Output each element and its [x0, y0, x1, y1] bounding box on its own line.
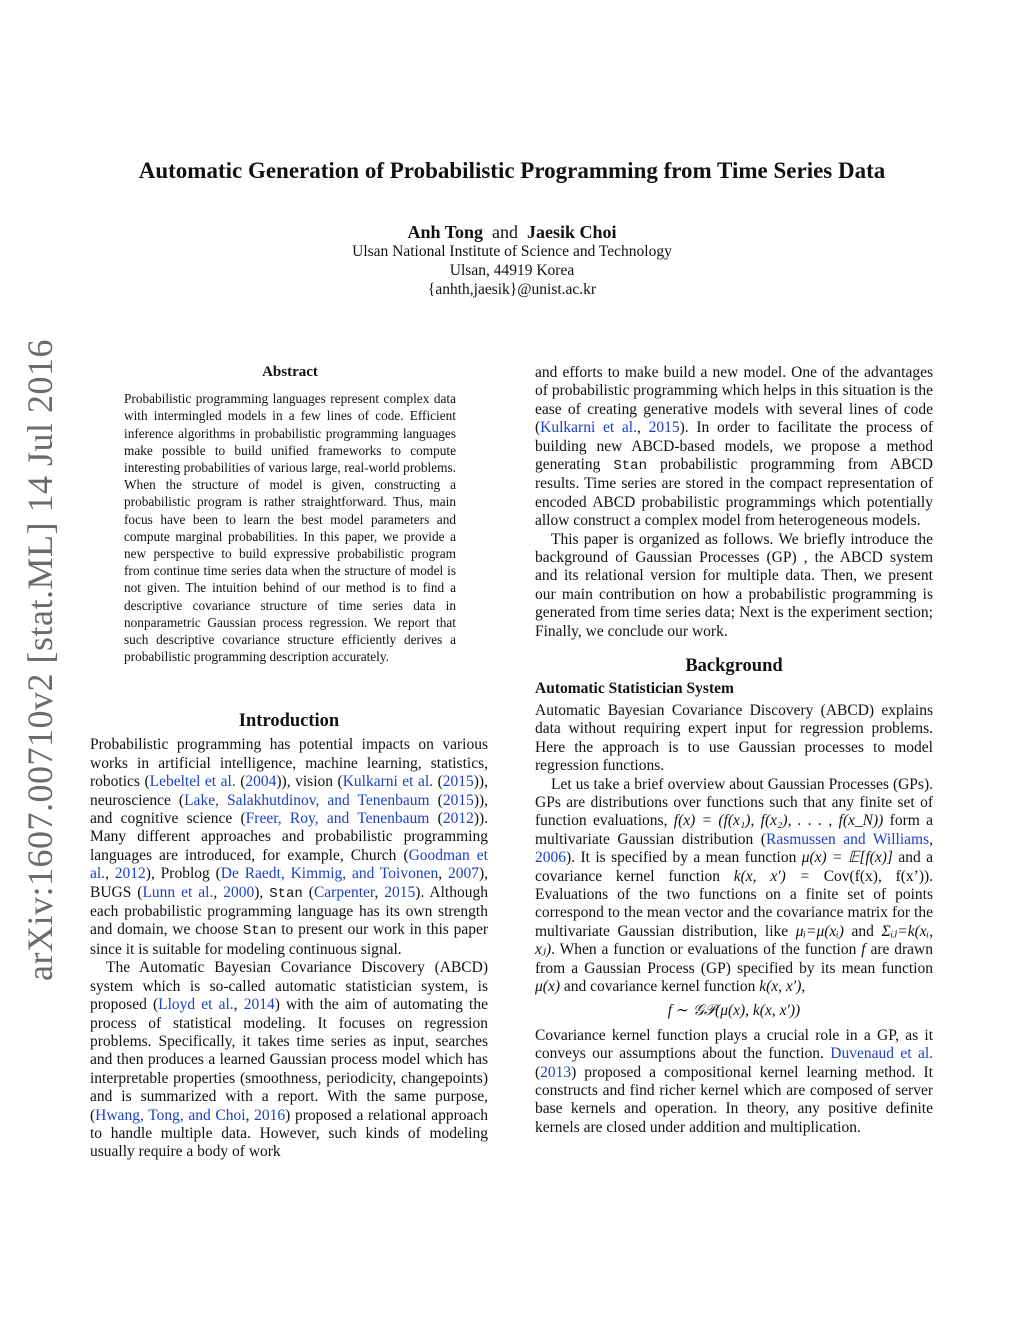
citation-link[interactable]: 2006: [535, 849, 566, 867]
code-term: Stan: [242, 923, 277, 940]
citation-link[interactable]: 2015: [384, 883, 416, 901]
gp-equation: f ∼ 𝒢𝒫(μ(x), k(x, x′)): [667, 1002, 801, 1020]
author-conjunction: and: [492, 222, 519, 242]
citation-link[interactable]: 2007: [447, 865, 479, 883]
math-expression: μᵢ=μ(xᵢ): [795, 922, 844, 940]
math-expression: f: [861, 941, 866, 959]
citation-link[interactable]: 2012: [442, 810, 474, 828]
citation-link[interactable]: 2015: [442, 791, 474, 809]
citation-link[interactable]: Rasmussen and Williams: [765, 830, 930, 848]
citation-link[interactable]: 2004: [245, 773, 277, 791]
citation-link[interactable]: 2013: [540, 1063, 572, 1081]
math-expression: f(x) = (f(x₁), f(x₂), . . . , f(x_N)): [673, 812, 884, 830]
citation-link[interactable]: 2015: [648, 419, 680, 437]
citation-link[interactable]: Kulkarni et al.: [540, 419, 637, 437]
citation-link[interactable]: 2015: [442, 773, 474, 791]
citation-link[interactable]: De Raedt, Kimmig, and Toivonen: [220, 865, 439, 883]
citation-link[interactable]: 2000: [223, 883, 255, 901]
author-name: Anh Tong: [407, 222, 484, 242]
math-expression: k(x, x′): [759, 978, 802, 995]
right-paragraph-2: This paper is organized as follows. We briefly introduce the background of Gaussian Processes (GP) , the ABCD system and its relational version for multiple data. Then, we present our main contribution on how a probabilistic programming is generated from time series data; Next is the experiment section; Finally, we conclude our work.: [535, 530, 933, 640]
right-column: [535, 364, 933, 1137]
paper-title: Automatic Generation of Probabilistic Programming from Time Series Data: [138, 158, 886, 183]
right-paragraph-1: and efforts to make build a new model. One of the advantages of probabilistic programming which helps in this situation is the ease of creating generative models with several lines of code (Kulkarni et al., 2015). In order to facilitate the process of building new ABCD-based models, we propose a method generating Stan probabilistic programming from ABCD results. Time series are stored in the compact representation of encoded ABCD probabilistic programmings which potentially allow construct a complex model from heterogeneous models.: [535, 364, 933, 530]
left-column: [90, 712, 488, 1162]
code-term: Stan: [613, 458, 647, 475]
citation-link[interactable]: 2014: [243, 996, 275, 1014]
citation-link[interactable]: Freer, Roy, and Tenenbaum: [245, 810, 430, 828]
citation-link[interactable]: Lake, Salakhutdinov, and Tenenbaum: [184, 791, 430, 809]
math-expression: Σᵢⱼ=k(xᵢ, xⱼ): [535, 922, 933, 959]
citation-link[interactable]: 2016: [254, 1106, 286, 1124]
author-name: Jaesik Choi: [527, 222, 617, 242]
introduction-heading: Introduction: [238, 711, 340, 731]
abstract-text: Probabilistic programming languages represent complex data with intermingled models in a few lines of code. Efficient inference algorithms in probabilistic programming languages make possible to build unified frameworks to compute interesting probabilities of various large, real-world problems. When the structure of model is given, constructing a probabilistic program is rather straightforward. Thus, main focus have been to learn the best model parameters and compute marginal probabilities. In this paper, we provide a new perspective to build expressive probabilistic program from continue time series data when the structure of model is not given. The intuition behind of our method is to find a descriptive covariance structure of time series data in nonparametric Gaussian process regression. We report that such descriptive covariance structure efficiently derives a probabilistic programming description accurately.: [124, 391, 456, 665]
affiliation-email: {anhth,jaesik}@unist.ac.kr: [427, 281, 597, 298]
abstract: [124, 364, 456, 665]
background-heading: Background: [685, 656, 783, 677]
citation-link[interactable]: Lloyd et al.: [158, 996, 234, 1014]
subsection-heading: Automatic Statistician System: [535, 679, 734, 697]
citation-link[interactable]: Lunn et al.: [142, 883, 214, 901]
math-expression: μ(x) = 𝔼[f(x)]: [801, 849, 893, 867]
citation-link[interactable]: 2012: [114, 865, 146, 883]
citation-link[interactable]: Duvenaud et al.: [830, 1045, 934, 1063]
code-term: Stan: [269, 885, 303, 902]
intro-paragraph-1: Probabilistic programming has potential impacts on various works in artificial intelligence, machine learning, statistics, robotics (Lebeltel et al. (2004)), vision (Kulkarni et al. (2015)), neuroscience (Lake, Salakhutdinov, and Tenenbaum (2015)), and cognitive science (Freer, Roy, and Tenenbaum (2012)). Many different approaches and probabilistic programming languages are introduced, for example, Church (Goodman et al., 2012), Problog (De Raedt, Kimmig, and Toivonen, 2007), BUGS (Lunn et al., 2000), Stan (Carpenter, 2015). Although each probabilistic programming language has its own strength and domain, we choose Stan to present our work in this paper since it is suitable for modeling continuous signal.: [90, 736, 489, 958]
abstract-heading: Abstract: [262, 364, 318, 380]
citation-link[interactable]: Carpenter: [313, 883, 375, 901]
citation-link[interactable]: Goodman et al.: [90, 846, 488, 883]
affiliation-institution: Ulsan National Institute of Science and Technology: [352, 243, 672, 260]
citation-link[interactable]: Kulkarni et al.: [342, 773, 434, 791]
arxiv-identifier: arXiv:1607.00710v2 [stat.ML] 14 Jul 2016: [20, 339, 60, 981]
background-paragraph-1: Automatic Bayesian Covariance Discovery (ABCD) explains data without requiring expert input for regression problems. Here the approach is to use Gaussian processes to model regression functions.: [535, 701, 933, 775]
intro-paragraph-2: The Automatic Bayesian Covariance Discovery (ABCD) system which is so-called automatic statistician system, is proposed (Lloyd et al., 2014) with the aim of automating the process of statistical modeling. It focuses on regression problems. Specifically, it takes time series as input, searches and then produces a learned Gaussian process model which has interpretable properties (smoothness, periodicity, changepoints) and is summarized with a report. With the same purpose, (Hwang, Tong, and Choi, 2016) proposed a relational approach to handle multiple data. However, such kinds of modeling usually require a body of work: [90, 959, 488, 1161]
author-line: [0, 222, 1024, 243]
affiliation-city: Ulsan, 44919 Korea: [449, 262, 575, 279]
background-paragraph-2: Let us take a brief overview about Gaussian Processes (GPs). GPs are distributions over functions such that any finite set of function evaluations, f(x) = (f(x₁), f(x₂), . . . , f(x_N)) form a multivariate Gaussian distribution (Rasmussen and Williams, 2006). It is specified by a mean function μ(x) = 𝔼[f(x)] and a covariance kernel function k(x, x′) = Cov(f(x), f(x’)). Evaluations of the two functions on a finite set of points correspond to the mean vector and the covariance matrix for the multivariate Gaussian distribution, like μᵢ=μ(xᵢ) and Σᵢⱼ=k(xᵢ, xⱼ). When a function or evaluations of the function f are drawn from a Gaussian Process (GP) specified by its mean function μ(x) and covariance kernel function k(x, x′),: [535, 775, 934, 995]
citation-link[interactable]: Lebeltel et al.: [149, 773, 236, 791]
math-expression: k(x, x′) =: [733, 867, 824, 885]
citation-link[interactable]: Hwang, Tong, and Choi: [95, 1106, 246, 1124]
background-paragraph-3: Covariance kernel function plays a crucial role in a GP, as it conveys our assumptions about the function. Duvenaud et al. (2013) proposed a compositional kernel learning method. It constructs and find richer kernel which are composed of server base kernels and operation. In theory, any positive definite kernels are closed under addition and multiplication.: [535, 1026, 934, 1136]
math-expression: μ(x): [535, 978, 560, 995]
